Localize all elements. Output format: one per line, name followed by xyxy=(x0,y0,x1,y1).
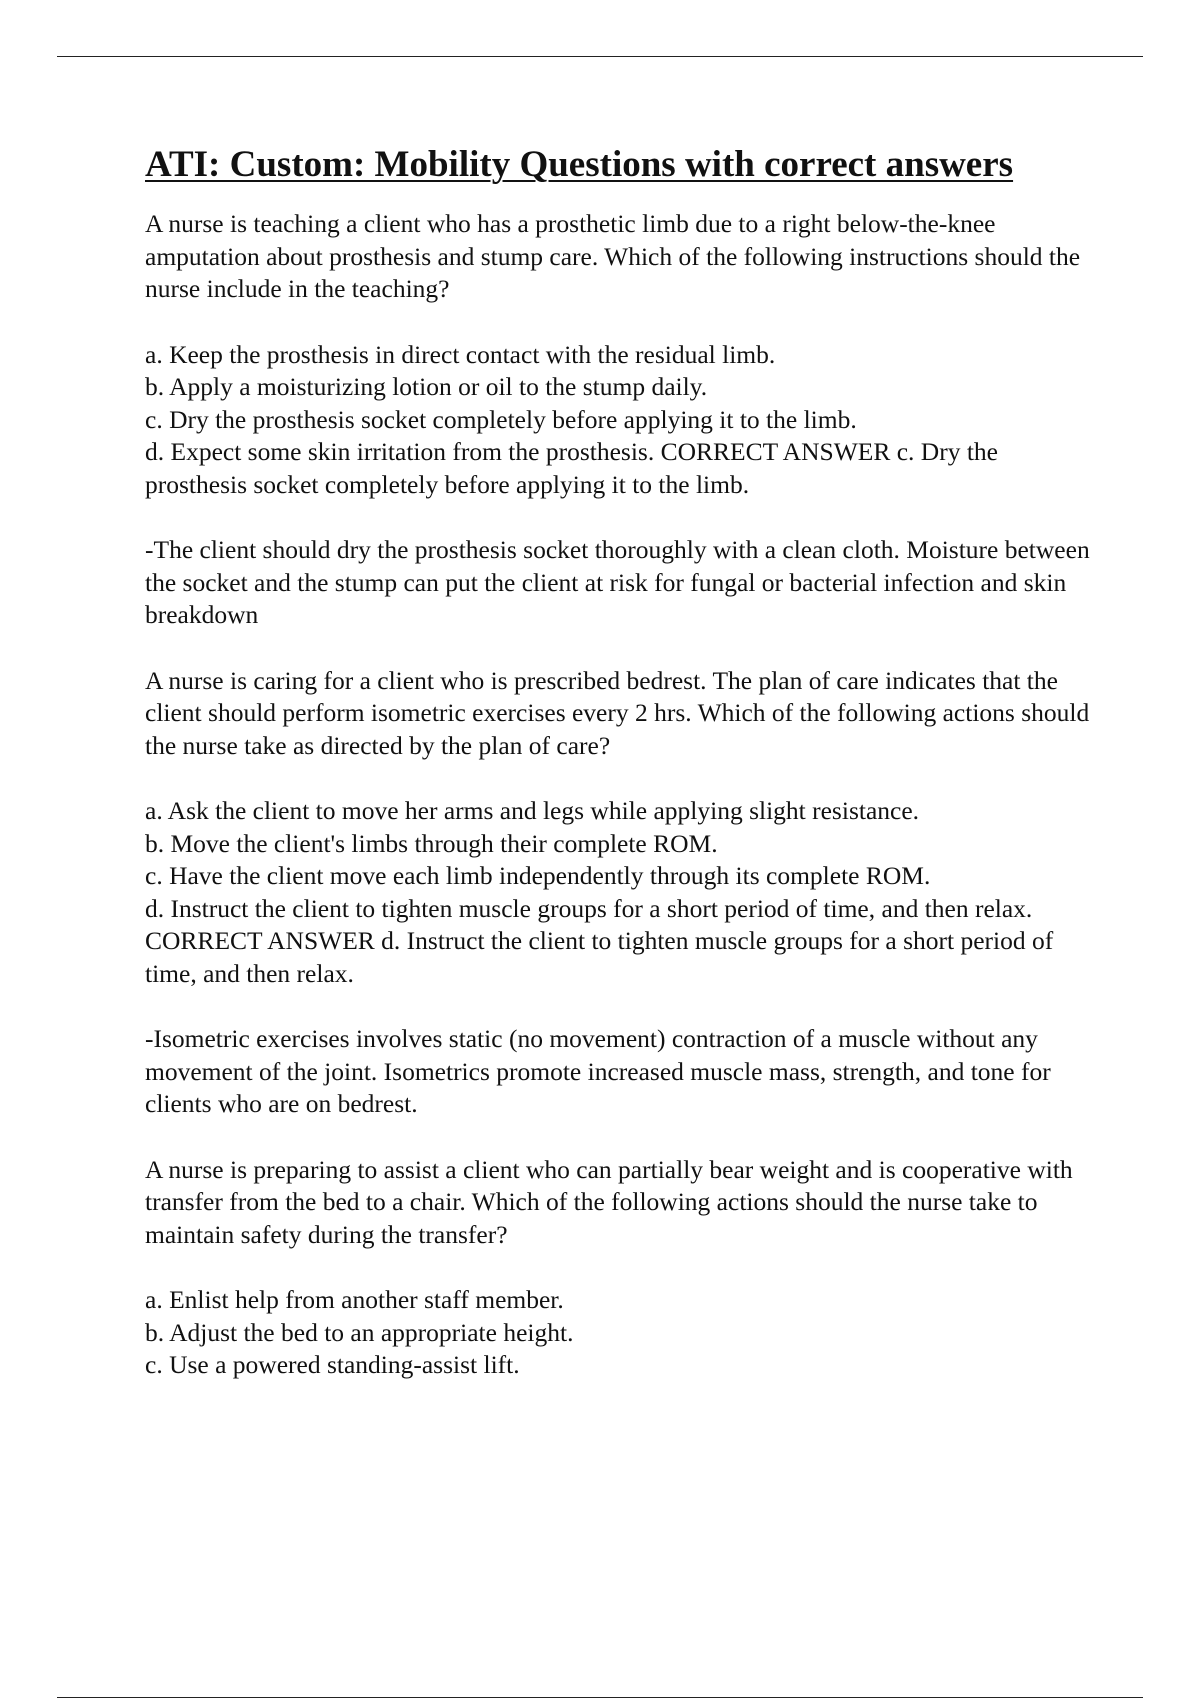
question-1-option-c: c. Dry the prosthesis socket completely before applying it to the limb. xyxy=(145,404,857,434)
question-3-option-c: c. Use a powered standing-assist lift. xyxy=(145,1350,520,1379)
question-2-stem: A nurse is caring for a client who is prescribed bedrest. The plan of care indicates that the client should perform isometric exercises every 2 hrs. Which of the following actions should the nurse take as directed by the plan of care? xyxy=(145,665,1090,760)
question-1-option-b: b. Apply a moisturizing lotion or oil to the stump daily. xyxy=(145,372,708,401)
question-2-option-b: b. Move the client's limbs through their complete ROM. xyxy=(145,828,718,858)
question-2-option-a: a. Ask the client to move her arms and legs while applying slight resistance. xyxy=(145,796,920,825)
question-1-stem: A nurse is teaching a client who has a prosthetic limb due to a right below-the-knee amputation about prosthesis and stump care. Which of the following instructions should the nurse include in the teaching? xyxy=(145,209,1081,303)
question-3-option-a: a. Enlist help from another staff member. xyxy=(145,1285,564,1314)
question-2-options xyxy=(145,795,1095,990)
question-1-rationale: -The client should dry the prosthesis socket thoroughly with a clean cloth. Moisture between the socket and the stump can put the client at risk for fungal or bacterial infection and skin breakdown xyxy=(145,535,1090,629)
question-2-option-c: c. Have the client move each limb independently through its complete ROM. xyxy=(145,861,931,890)
question-1-options xyxy=(145,339,1095,502)
question-3-option-b: b. Adjust the bed to an appropriate height. xyxy=(145,1317,574,1347)
question-3-stem: A nurse is preparing to assist a client who can partially bear weight and is cooperative with transfer from the bed to a chair. Which of the following actions should the nurse take to maintain safety during the transfer? xyxy=(145,1154,1073,1249)
top-rule xyxy=(57,56,1143,57)
bottom-rule xyxy=(57,1697,1143,1698)
question-1-option-d: d. Expect some skin irritation from the prosthesis. CORRECT ANSWER c. Dry the prosthesis socket completely before applying it to the limb. xyxy=(145,437,998,499)
question-3-options xyxy=(145,1284,1095,1382)
question-2-rationale: -Isometric exercises involves static (no movement) contraction of a muscle without any movement of the joint. Isometrics promote increased muscle mass, strength, and tone for clients who are on bedrest. xyxy=(145,1024,1051,1118)
document-body xyxy=(145,140,1095,1415)
document-title: ATI: Custom: Mobility Questions with correct answers xyxy=(145,144,1014,185)
question-2-option-d: d. Instruct the client to tighten muscle groups for a short period of time, and then relax. CORRECT ANSWER d. Instruct the client to tighten muscle groups for a short period of time, and then relax. xyxy=(145,893,1054,988)
question-1-option-a: a. Keep the prosthesis in direct contact with the residual limb. xyxy=(145,339,776,369)
